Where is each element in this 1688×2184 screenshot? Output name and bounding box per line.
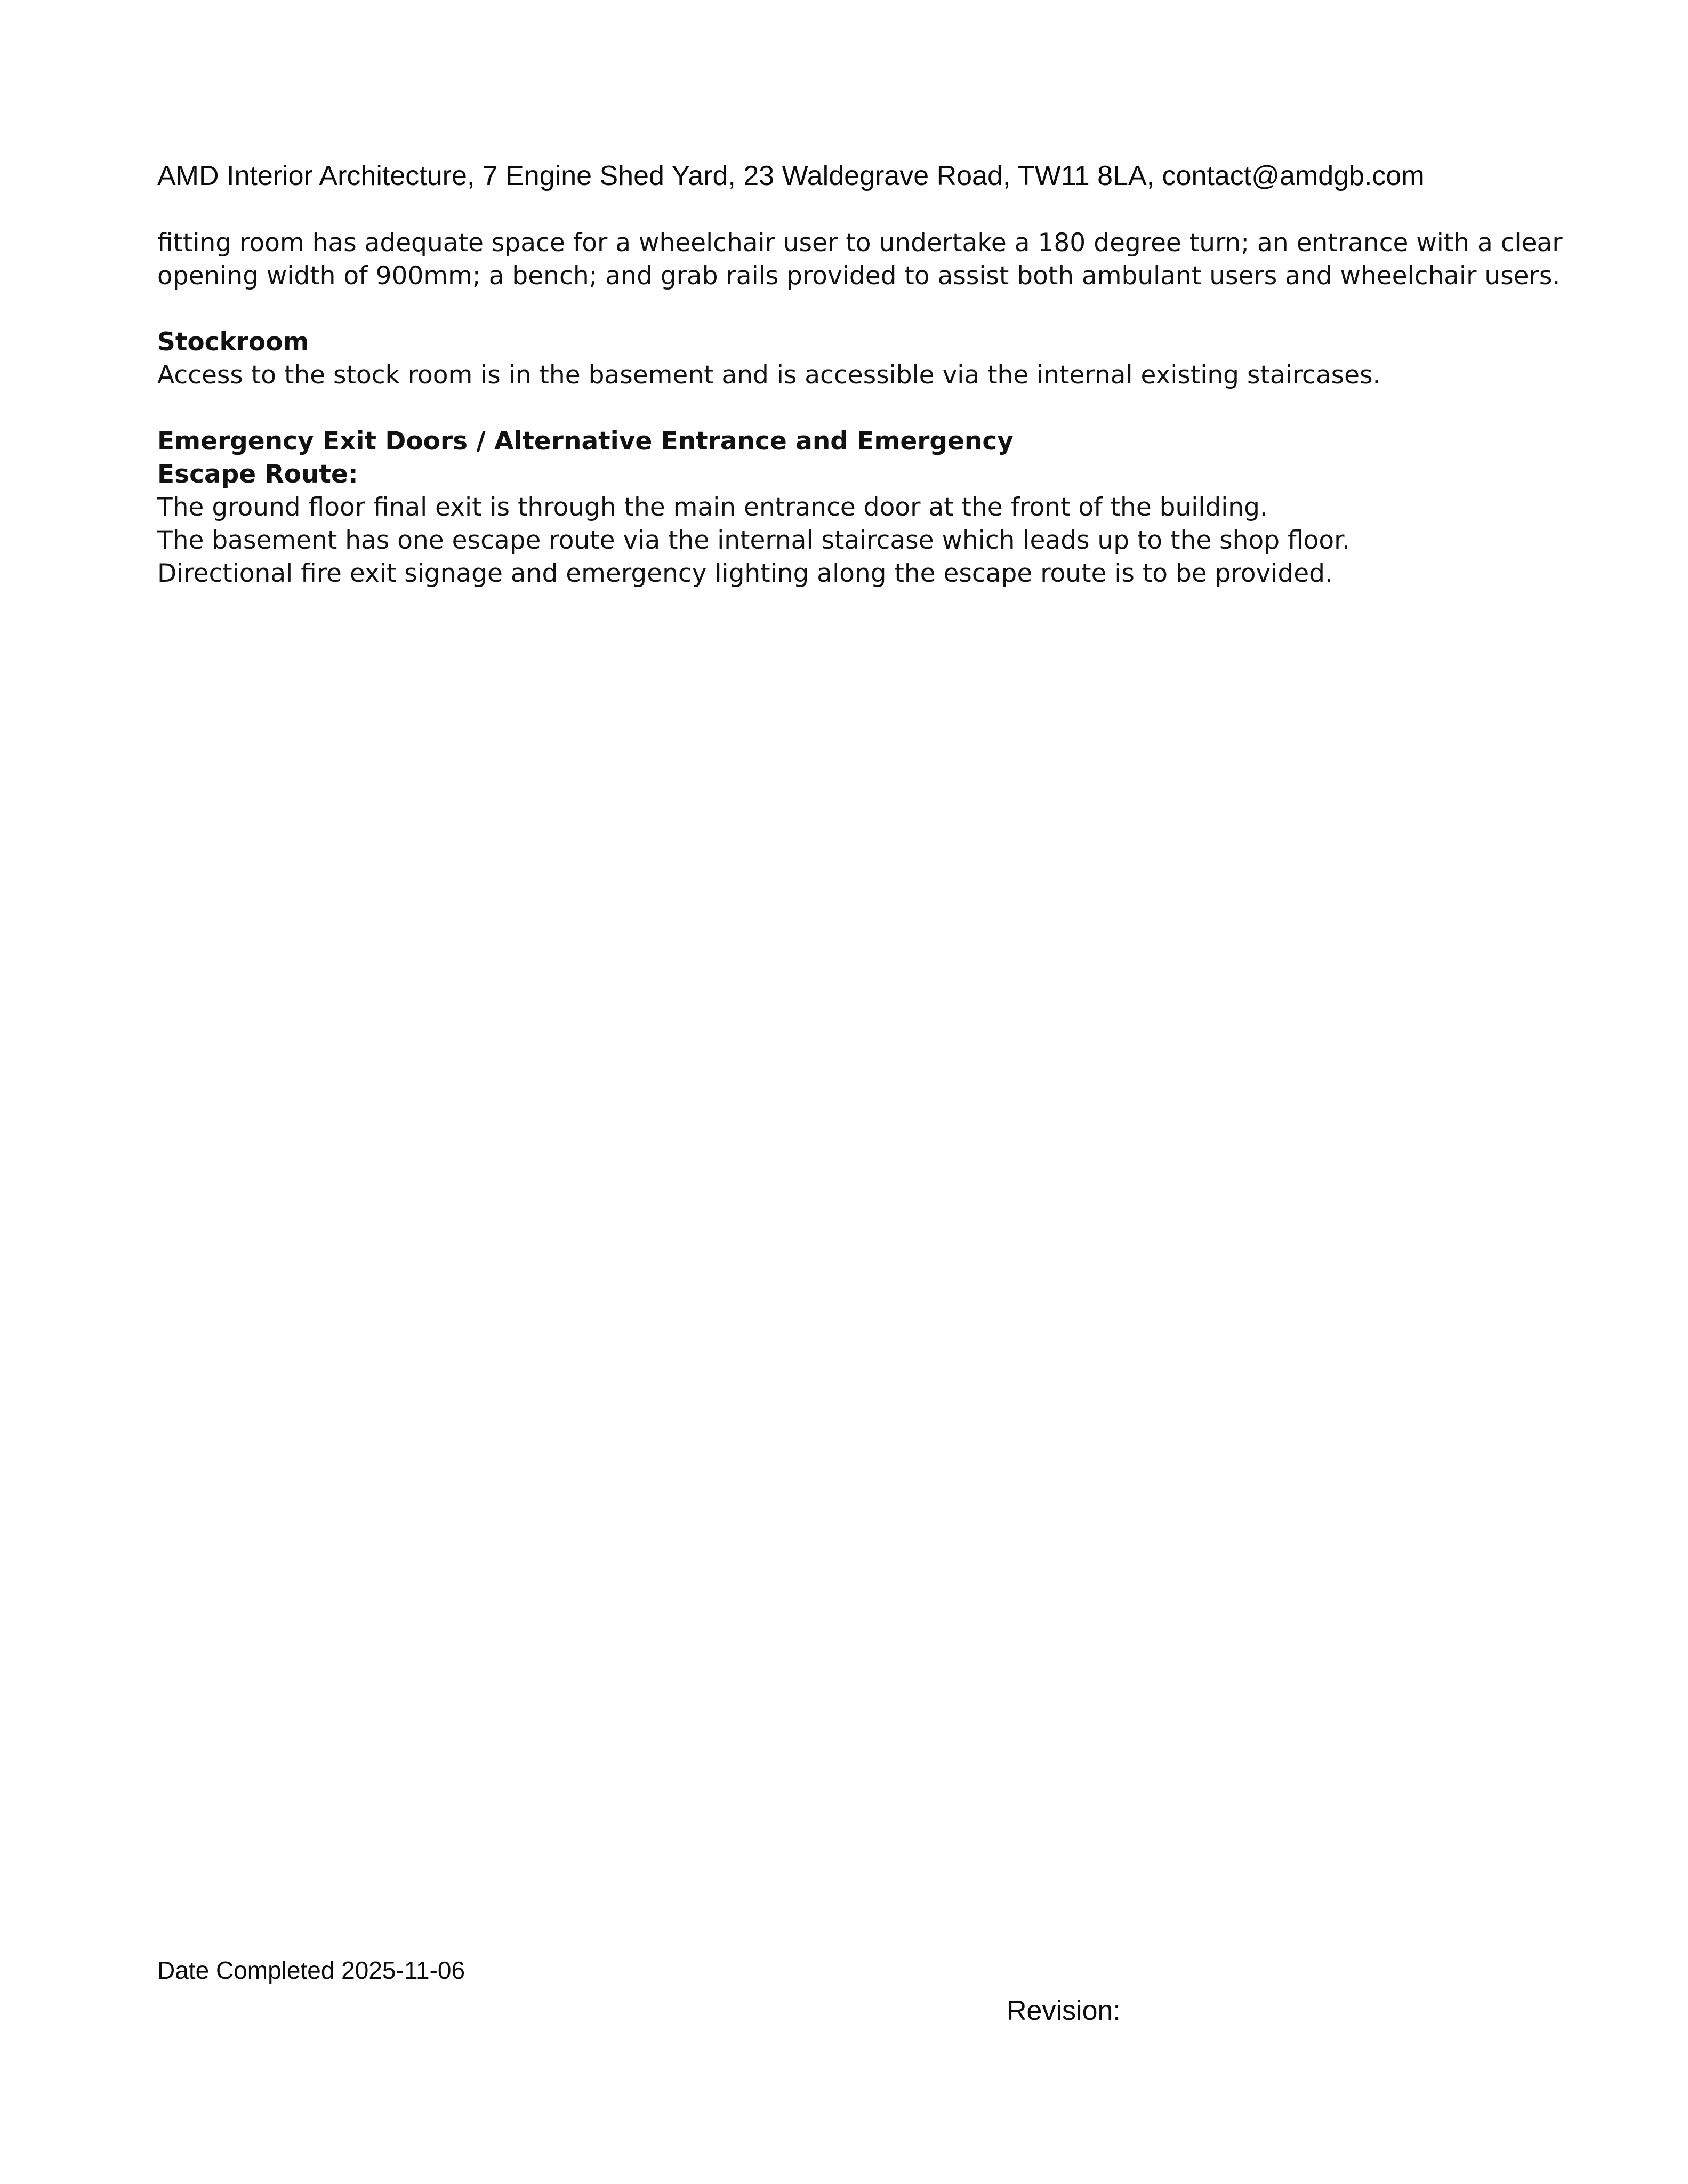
date-completed: Date Completed 2025-11-06 [157, 1956, 465, 1984]
emergency-text-line-3: Directional fire exit signage and emergency lighting along the escape route is to be provided. [157, 559, 1333, 588]
emergency-text-line-1: The ground floor final exit is through the main entrance door at the front of the building. [157, 493, 1268, 522]
fitting-room-text-line-2: opening width of 900mm; a bench; and grab rails provided to assist both ambulant users and wheelchair users. [157, 261, 1561, 291]
emergency-text-line-2: The basement has one escape route via the internal staircase which leads up to the shop floor. [157, 526, 1351, 555]
revision-label: Revision: [1007, 1995, 1121, 2026]
paragraph-spacer [157, 392, 1570, 425]
company-address-header: AMD Interior Architecture, 7 Engine Shed Yard, 23 Waldegrave Road, TW11 8LA, contact@amdgb.com [157, 160, 1425, 191]
emergency-heading-line-1: Emergency Exit Doors / Alternative Entrance and Emergency [157, 427, 1014, 456]
paragraph-spacer [157, 293, 1570, 326]
fitting-room-text-line-1: fitting room has adequate space for a wheelchair user to undertake a 180 degree turn; an entrance with a clear [157, 228, 1563, 258]
emergency-heading-line-2: Escape Route: [157, 460, 358, 489]
document-body [157, 227, 1570, 590]
stockroom-text: Access to the stock room is in the basement and is accessible via the internal existing staircases. [157, 360, 1381, 390]
stockroom-heading: Stockroom [157, 327, 309, 357]
